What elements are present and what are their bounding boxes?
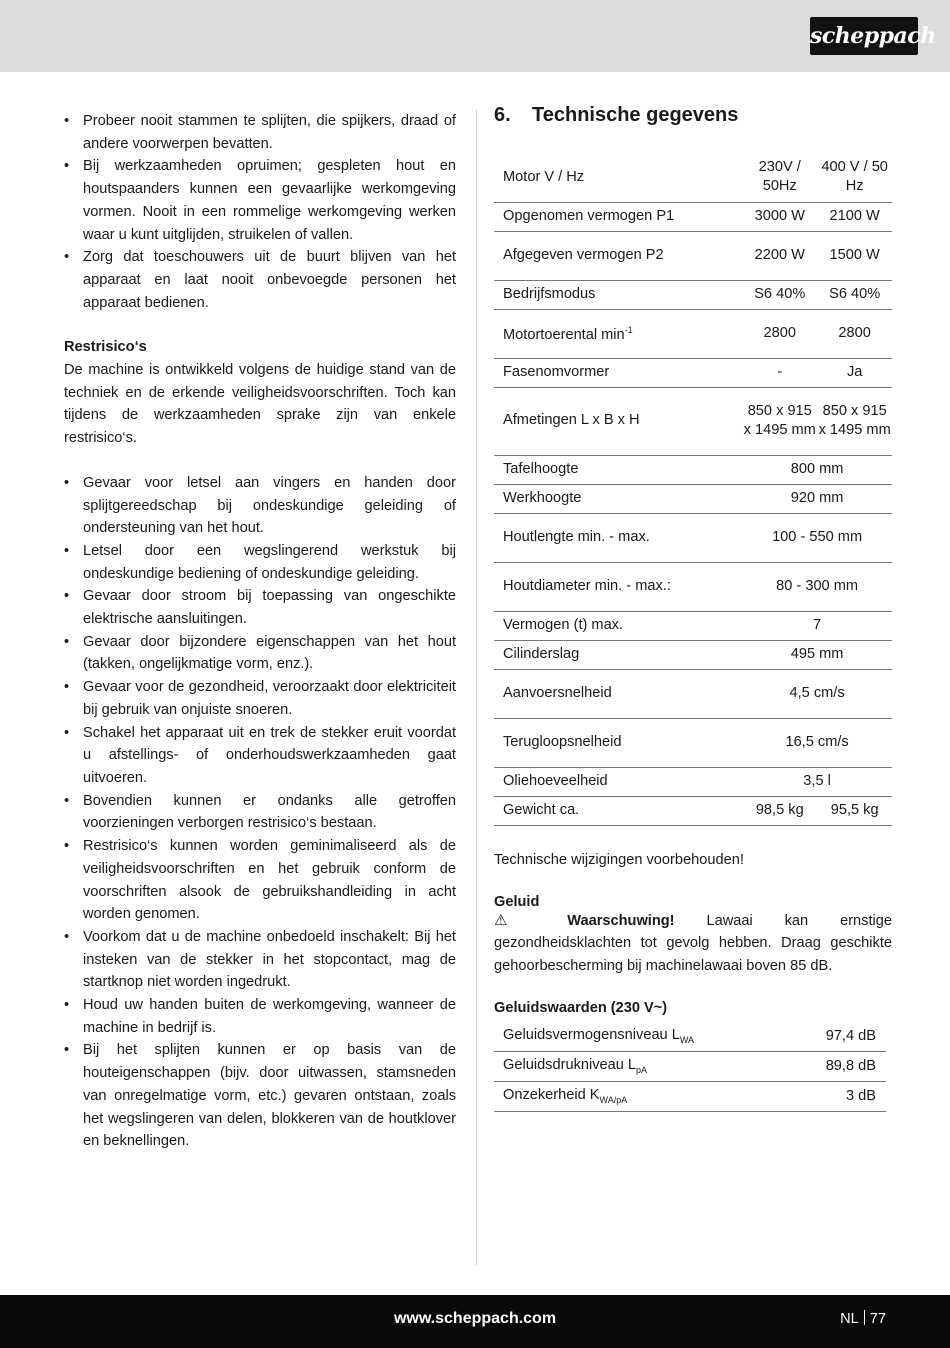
table-row xyxy=(494,669,892,718)
table-cell: Tafelhoogte xyxy=(494,455,742,484)
table-cell: Oliehoeveelheid xyxy=(494,767,742,796)
list-item: • Bovendien kunnen er ondanks alle getroffen voorzieningen verborgen restrisico‘s bestaan. xyxy=(64,790,456,835)
language-code: NL xyxy=(840,1311,859,1327)
table-cell: 97,4 dB xyxy=(795,1022,886,1052)
table-row xyxy=(494,455,892,484)
list-item: • Restrisico‘s kunnen worden geminimaliseerd als de veiligheidsvoorschriften en het gebruik conform de voorschriften alsook de gebruikshandleiding in acht worden genomen. xyxy=(64,835,456,926)
table-row xyxy=(494,796,892,825)
table-cell: - xyxy=(742,358,817,387)
residual-risk-list xyxy=(64,472,456,1153)
separator xyxy=(864,1310,865,1325)
table-cell: 3 dB xyxy=(795,1081,886,1111)
table-cell: 4,5 cm/s xyxy=(742,669,892,718)
section-title-text: Technische gegevens xyxy=(532,104,739,126)
list-item: • Letsel door een wegslingerend werkstuk bij ondeskundige bediening of ondeskundige geleiding. xyxy=(64,540,456,585)
list-item: • Zorg dat toeschouwers uit de buurt blijven van het apparaat en laat nooit onbevoegde personen het apparaat bedienen. xyxy=(64,246,456,314)
table-cell: 100 - 550 mm xyxy=(742,513,892,562)
table-cell: Terugloopsnelheid xyxy=(494,718,742,767)
list-item: • Gevaar door stroom bij toepassing van ongeschikte elektrische aansluitingen. xyxy=(64,585,456,630)
page-indicator xyxy=(840,1295,886,1343)
table-cell: Vermogen (t) max. xyxy=(494,611,742,640)
table-row xyxy=(494,562,892,611)
section-title xyxy=(494,104,892,127)
section-number: 6. xyxy=(494,104,511,126)
table-cell: Houtlengte min. - max. xyxy=(494,513,742,562)
table-row xyxy=(494,718,892,767)
table-cell: 2200 W xyxy=(742,231,817,280)
lpa-label: Geluidsdrukniveau L xyxy=(503,1057,637,1074)
list-item: • Probeer nooit stammen te splijten, die spijkers, draad of andere voorwerpen bevatten. xyxy=(64,110,456,155)
table-row xyxy=(494,387,892,455)
rpm-superscript: -1 xyxy=(624,325,633,336)
header-bar xyxy=(0,0,950,72)
table-cell: 80 - 300 mm xyxy=(742,562,892,611)
table-row xyxy=(494,309,892,358)
table-cell: 7 xyxy=(742,611,892,640)
table-cell: Bedrijfsmodus xyxy=(494,280,742,309)
table-cell: 98,5 kg xyxy=(742,796,817,825)
table-cell: 3000 W xyxy=(742,202,817,231)
table-row xyxy=(494,1081,886,1111)
table-cell: Motor V / Hz xyxy=(494,153,742,202)
table-cell: Werkhoogte xyxy=(494,484,742,513)
table-cell: 920 mm xyxy=(742,484,892,513)
table-cell: 800 mm xyxy=(742,455,892,484)
noise-warning xyxy=(494,910,892,978)
warning-triangle-icon: ⚠ xyxy=(494,911,536,929)
table-cell: 16,5 cm/s xyxy=(742,718,892,767)
table-cell: 1500 W xyxy=(817,231,892,280)
table-cell: 495 mm xyxy=(742,640,892,669)
table-cell: Aanvoersnelheid xyxy=(494,669,742,718)
table-row xyxy=(494,484,892,513)
left-column xyxy=(64,110,456,1153)
warning-label: Waarschuwing! xyxy=(567,912,675,929)
table-cell: 89,8 dB xyxy=(795,1051,886,1081)
list-item: • Voorkom dat u de machine onbedoeld inschakelt: Bij het insteken van de stekker in het stopcontact, mag de startknop niet worden ingedrukt. xyxy=(64,926,456,994)
table-cell: Afgegeven vermogen P2 xyxy=(494,231,742,280)
table-row xyxy=(494,153,892,202)
safety-bullet-list xyxy=(64,110,456,314)
table-cell xyxy=(494,1051,795,1081)
table-cell: 850 x 915 x 1495 mm xyxy=(817,387,892,455)
footer-url: www.scheppach.com xyxy=(393,1310,557,1327)
table-cell: 400 V / 50 Hz xyxy=(817,153,892,202)
table-cell: S6 40% xyxy=(817,280,892,309)
table-cell: Fasenomvormer xyxy=(494,358,742,387)
table-cell: 850 x 915 x 1495 mm xyxy=(742,387,817,455)
warning-text: Lawaai kan ernstige gezondheidsklachten tot gevolg hebben. Draag geschikte gehoorbescherming bij machinelawaai boven 85 dB. xyxy=(494,912,892,974)
restrisico-paragraph: De machine is ontwikkeld volgens de huidige stand van de techniek en de erkende veiligheidsvoorschriften. Toch kan tijdens de werkzaamheden sprake zijn van enkele restrisico‘s. xyxy=(64,362,456,447)
column-divider xyxy=(476,110,477,1265)
table-row xyxy=(494,202,892,231)
rpm-label: Motortoerental min xyxy=(503,327,625,344)
table-cell: Opgenomen vermogen P1 xyxy=(494,202,742,231)
table-row xyxy=(494,611,892,640)
table-row xyxy=(494,640,892,669)
geluidswaarden-heading: Geluidswaarden (230 V~) xyxy=(494,999,668,1016)
list-item: • Gevaar door bijzondere eigenschappen van het hout (takken, ongelijkmatige vorm, enz.). xyxy=(64,631,456,676)
k-label: Onzekerheid K xyxy=(503,1087,600,1104)
table-cell xyxy=(494,1022,795,1052)
technical-changes-note: Technische wijzigingen voorbehouden! xyxy=(494,851,744,868)
lpa-subscript: pA xyxy=(636,1065,648,1076)
table-cell xyxy=(494,1081,795,1111)
table-cell: 2100 W xyxy=(817,202,892,231)
lwa-subscript: WA xyxy=(679,1035,695,1046)
table-cell: Afmetingen L x B x H xyxy=(494,387,742,455)
table-cell: 2800 xyxy=(817,309,892,358)
table-cell xyxy=(494,309,742,358)
list-item: • Gevaar voor de gezondheid, veroorzaakt door elektriciteit bij gebruik van onjuiste snoeren. xyxy=(64,676,456,721)
table-cell: 3,5 l xyxy=(742,767,892,796)
table-cell: Ja xyxy=(817,358,892,387)
table-row xyxy=(494,280,892,309)
table-row xyxy=(494,1051,886,1081)
table-row xyxy=(494,513,892,562)
scheppach-logo: scheppach xyxy=(810,17,918,55)
noise-values-table xyxy=(494,1022,886,1112)
list-item: • Houd uw handen buiten de werkomgeving, wanneer de machine in bedrijf is. xyxy=(64,994,456,1039)
table-cell: 230V / 50Hz xyxy=(742,153,817,202)
list-item: • Bij het splijten kunnen er op basis van de houteigenschappen (bijv. door uitwassen, stamsneden van onregelmatige vorm, etc.) gevaren ontstaan, zoals het wegslingeren van delen, blokkeren van de houtklover en beknellingen. xyxy=(64,1039,456,1153)
table-cell: 2800 xyxy=(742,309,817,358)
lwa-label: Geluidsvermogensniveau L xyxy=(503,1027,680,1044)
table-cell: Gewicht ca. xyxy=(494,796,742,825)
table-row xyxy=(494,231,892,280)
list-item: • Bij werkzaamheden opruimen; gespleten hout en houtspaanders kunnen een gevaarlijke werkomgeving vormen. Nooit in een rommelige werkomgeving werken waar u kunt uitglijden, struikelen of vallen. xyxy=(64,155,456,246)
footer-bar xyxy=(0,1295,950,1348)
list-item: • Schakel het apparaat uit en trek de stekker eruit voordat u afstellings- of onderhoudswerkzaamheden gaat uitvoeren. xyxy=(64,722,456,790)
table-cell: Houtdiameter min. - max.: xyxy=(494,562,742,611)
technical-data-table xyxy=(494,153,892,826)
table-row xyxy=(494,767,892,796)
table-row xyxy=(494,358,892,387)
table-cell: Cilinderslag xyxy=(494,640,742,669)
list-item: • Gevaar voor letsel aan vingers en handen door splijtgereedschap bij ondeskundige geleiding of ondersteuning van het hout. xyxy=(64,472,456,540)
restrisico-heading: Restrisico‘s xyxy=(64,339,147,356)
geluid-heading: Geluid xyxy=(494,893,540,910)
table-cell: 95,5 kg xyxy=(817,796,892,825)
page-number: 77 xyxy=(869,1311,886,1327)
table-row xyxy=(494,1022,886,1052)
k-subscript: WA/pA xyxy=(599,1095,628,1106)
table-cell: S6 40% xyxy=(742,280,817,309)
right-column xyxy=(494,104,892,1112)
